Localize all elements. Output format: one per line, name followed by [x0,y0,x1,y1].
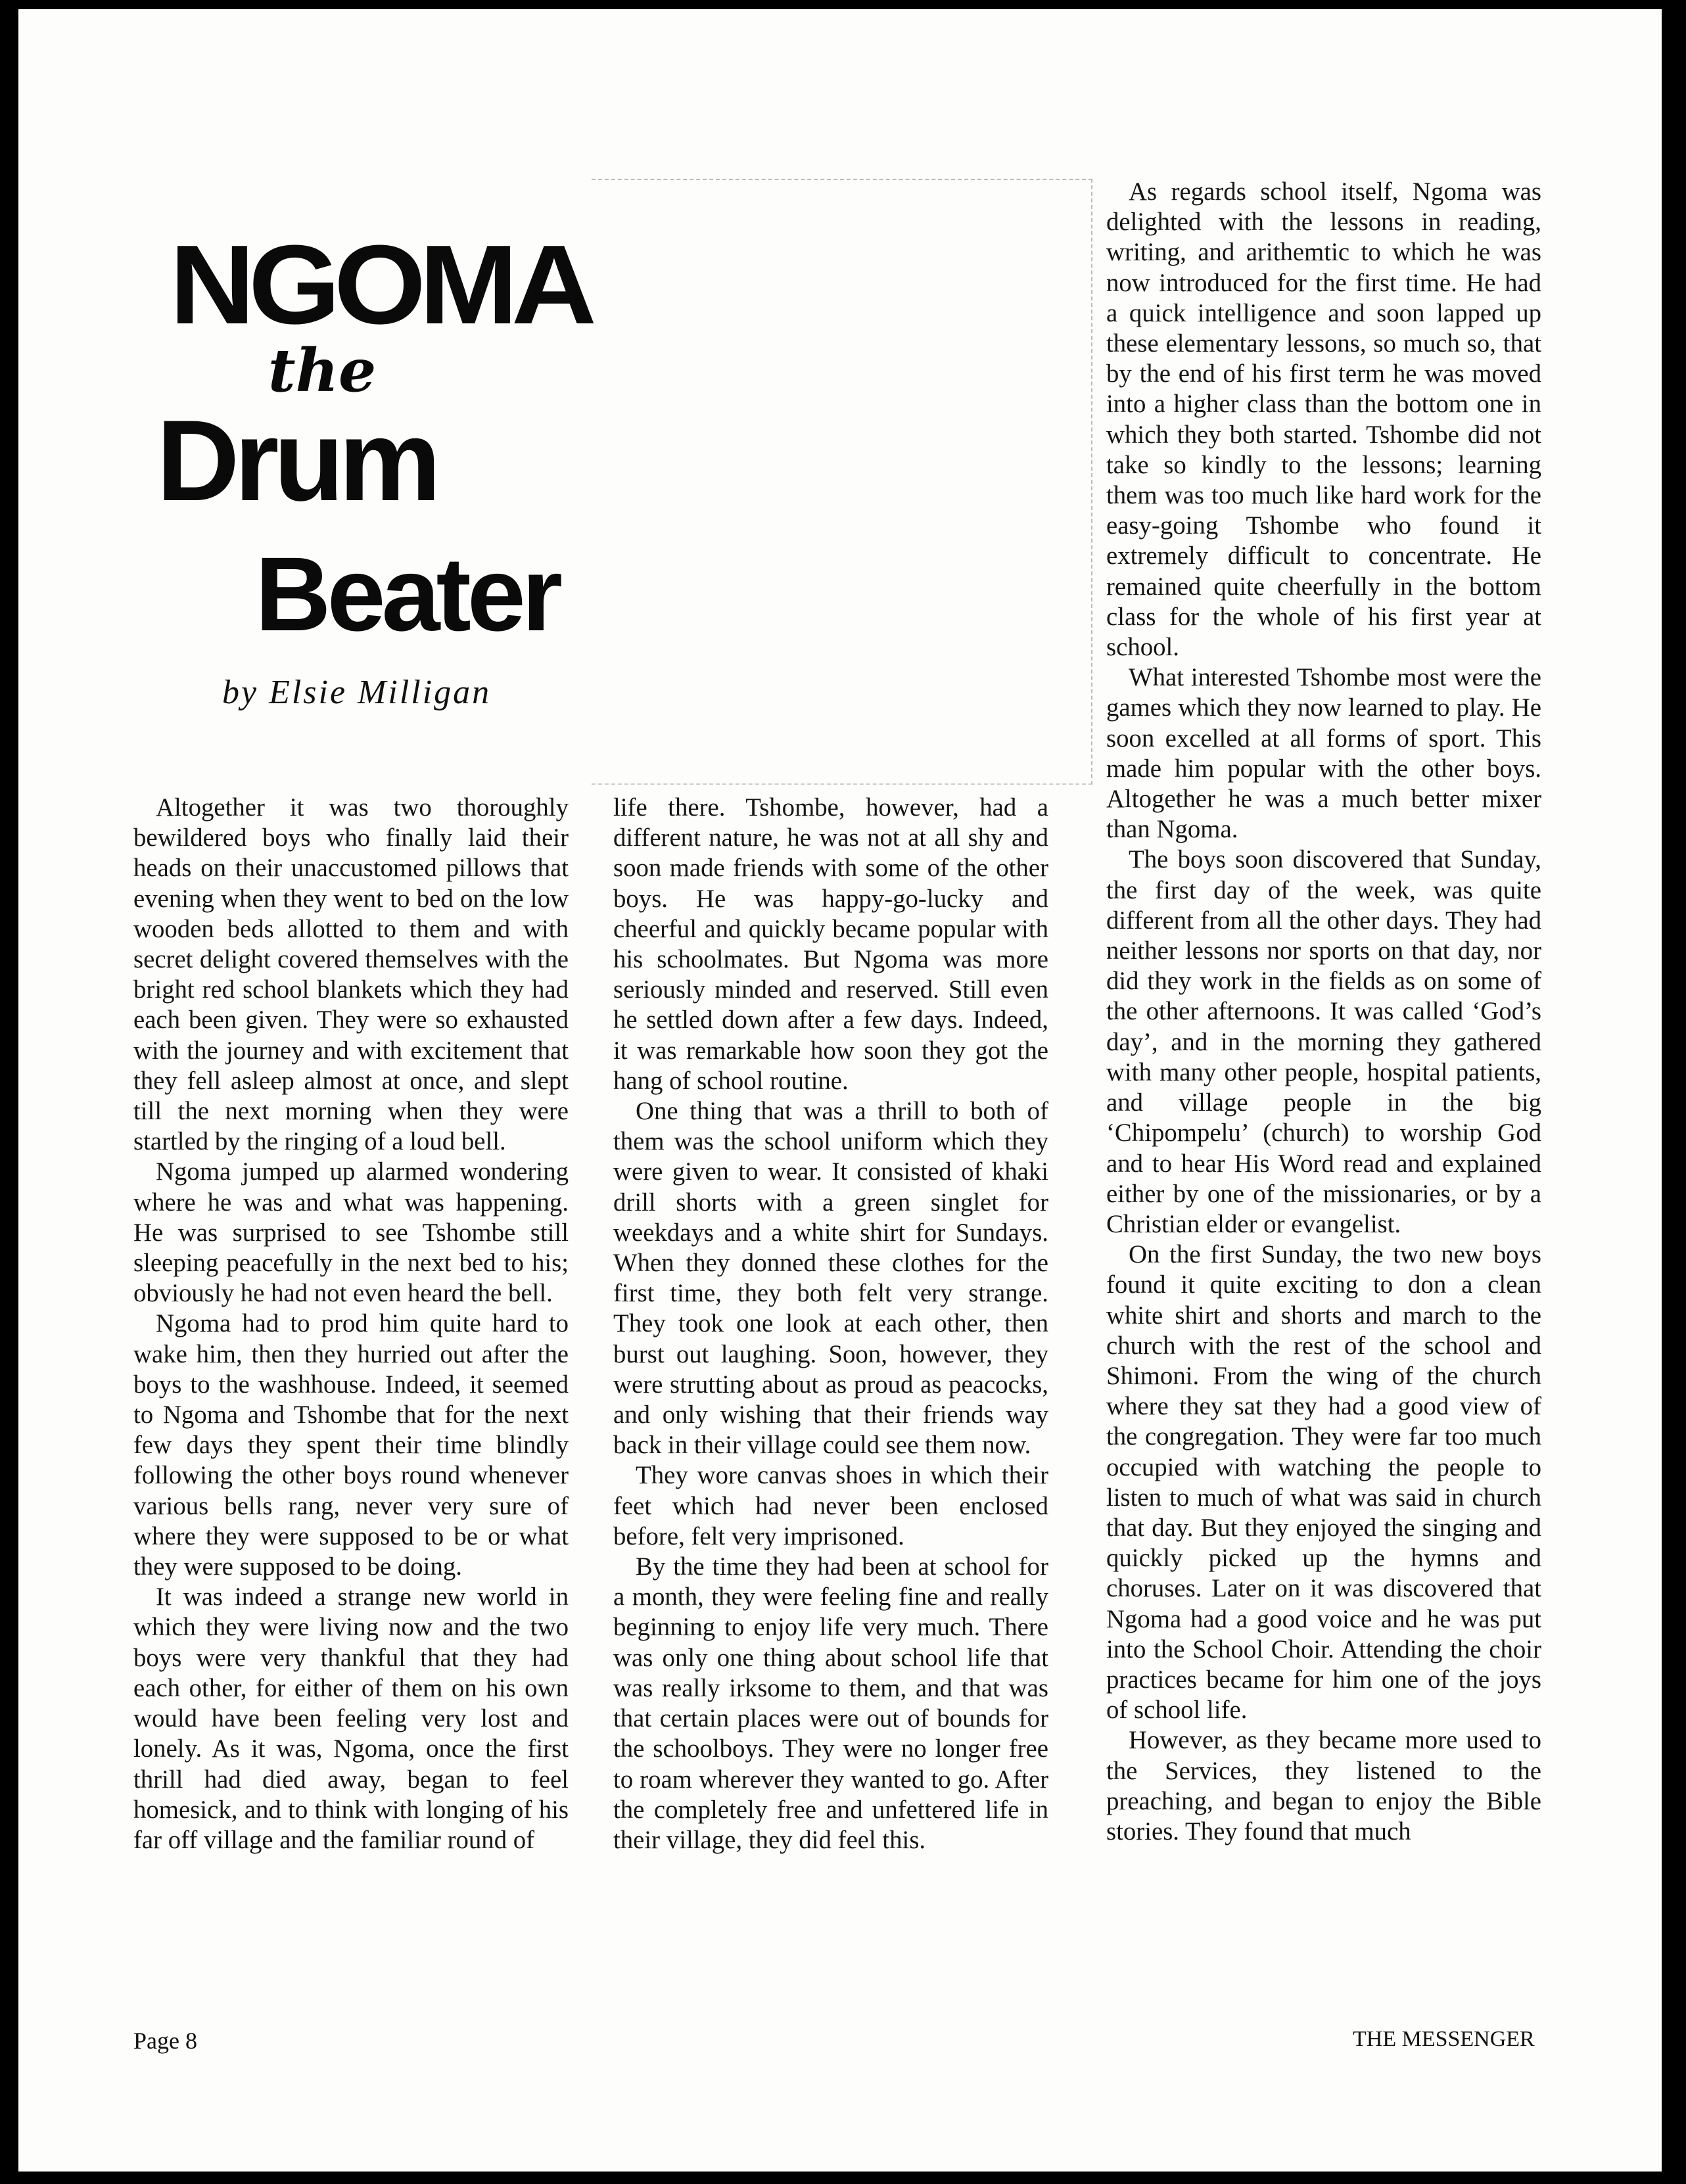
paragraph: On the first Sunday, the two new boys found it quite exciting to don a clean white shirt and shorts and march to the church with the rest of the school and Shimoni. From the wing of the church where they sat they had a good view of the congregation. They were far too much occupied with watching the people to listen to much of what was said in church that day. But they enjoyed the singing and quickly picked up the hymns and choruses. Later on it was discovered that Ngoma had a good voice and he was put into the School Choir. Attending the choir practices became for him one of the joys of school life. [1106,1240,1541,1725]
magazine-page [18,9,1662,2172]
paragraph: As regards school itself, Ngoma was delighted with the lessons in reading, writing, and arithemtic to which he was now introduced for the first time. He had a quick intelligence and soon lapped up these elementary lessons, so much so, that by the end of his first term he was moved into a higher class than the bottom one in which they both started. Tshombe did not take so kindly to the lessons; learning them was too much like hard work for the easy-going Tshombe who found it extremely difficult to concentrate. He remained quite cheerfully in the bottom class for the whole of his first year at school. [1106,177,1541,662]
paragraph-continued: life there. Tshombe, however, had a different nature, he was not at all shy and soon made friends with some of the other boys. He was happy-go-lucky and cheerful and quickly became popular with his schoolmates. But Ngoma was more seriously minded and reserved. Still even he settled down after a few days. Indeed, it was remarkable how soon they got the hang of school routine. [613,793,1048,1095]
title-line-drum: Drum [156,397,436,525]
text-column-2 [613,793,1048,1855]
title-line-beater: Beater [255,535,559,653]
page-number: Page 8 [133,2028,197,2054]
paragraph: They wore canvas shoes in which their feet which had never been enclosed before, felt very imprisoned. [613,1461,1048,1550]
article-title [117,222,590,739]
paragraph: One thing that was a thrill to both of them was the school uniform which they were given to wear. It consisted of khaki drill shorts with a green singlet for weekdays and a white shirt for Sundays. When they donned these clothes for the first time, they both felt very strange. They took one look at each other, then burst out laughing. Soon, however, they were strutting about as proud as peacocks, and only wishing that their friends way back in their village could see them now. [613,1097,1048,1460]
paragraph: Ngoma jumped up alarmed wondering where he was and what was happening. He was surprised to see Tshombe still sleeping peacefully in the next bed to his; obviously he had not even heard the bell. [133,1157,569,1308]
paragraph: By the time they had been at school for a month, they were feeling fine and really beginning to enjoy life very much. There was only one thing about school life that was really irksome to them, and that was that certain places were out of bounds for the schoolboys. They were no longer free to roam wherever they wanted to go. After the completely free and unfettered life in their village, they did feel this. [613,1552,1048,1854]
paragraph: Ngoma had to prod him quite hard to wake him, then they hurried out after the boys to the washhouse. Indeed, it seemed to Ngoma and Tshombe that for the next few days they spent their time blindly following the other boys round whenever various bells rang, never very sure of where they were supposed to be or what they were supposed to be doing. [133,1309,569,1581]
paragraph: What interested Tshombe most were the games which they now learned to play. He soon excelled at all forms of sport. This made him popular with the other boys. Altogether he was a much better mixer than Ngoma. [1106,663,1541,844]
paragraph: The boys soon discovered that Sunday, the first day of the week, was quite different from all the other days. They had neither lessons nor sports on that day, nor did they work in the fields as on some of the other afternoons. It was called ‘God’s day’, and in the morning they gathered with many other people, hospital patients, and village people in the big ‘Chipompelu’ (church) to worship God and to hear His Word read and explained either by one of the missionaries, or by a Christian elder or evangelist. [1106,845,1541,1238]
paragraph: It was indeed a strange new world in which they were living now and the two boys were very thankful that they had each other, for either of them on his own would have been feeling very lost and lonely. As it was, Ngoma, once the first thrill had died away, began to feel homesick, and to think with longing of his far off village and the familiar round of [133,1583,569,1854]
paragraph: However, as they became more used to the Services, they listened to the preaching, and began to enjoy the Bible stories. They found that much [1106,1726,1541,1846]
title-line-ngoma: NGOMA [170,222,590,348]
text-column-3 [1106,177,1541,1847]
title-line-the: the [268,336,377,406]
publication-name: THE MESSENGER [1353,2027,1535,2051]
text-column-1 [133,793,569,1855]
article-byline: by Elsie Milligan [222,674,492,711]
paragraph: Altogether it was two thoroughly bewildered boys who finally laid their heads on their unaccustomed pillows that evening when they went to bed on the low wooden beds allotted to them and with secret delight covered themselves with the bright red school blankets which they had each been given. They were so exhausted with the journey and with excitement that they fell asleep almost at once, and slept till the next morning when they were startled by the ringing of a loud bell. [133,793,569,1156]
illustration-placeholder [592,179,1092,785]
